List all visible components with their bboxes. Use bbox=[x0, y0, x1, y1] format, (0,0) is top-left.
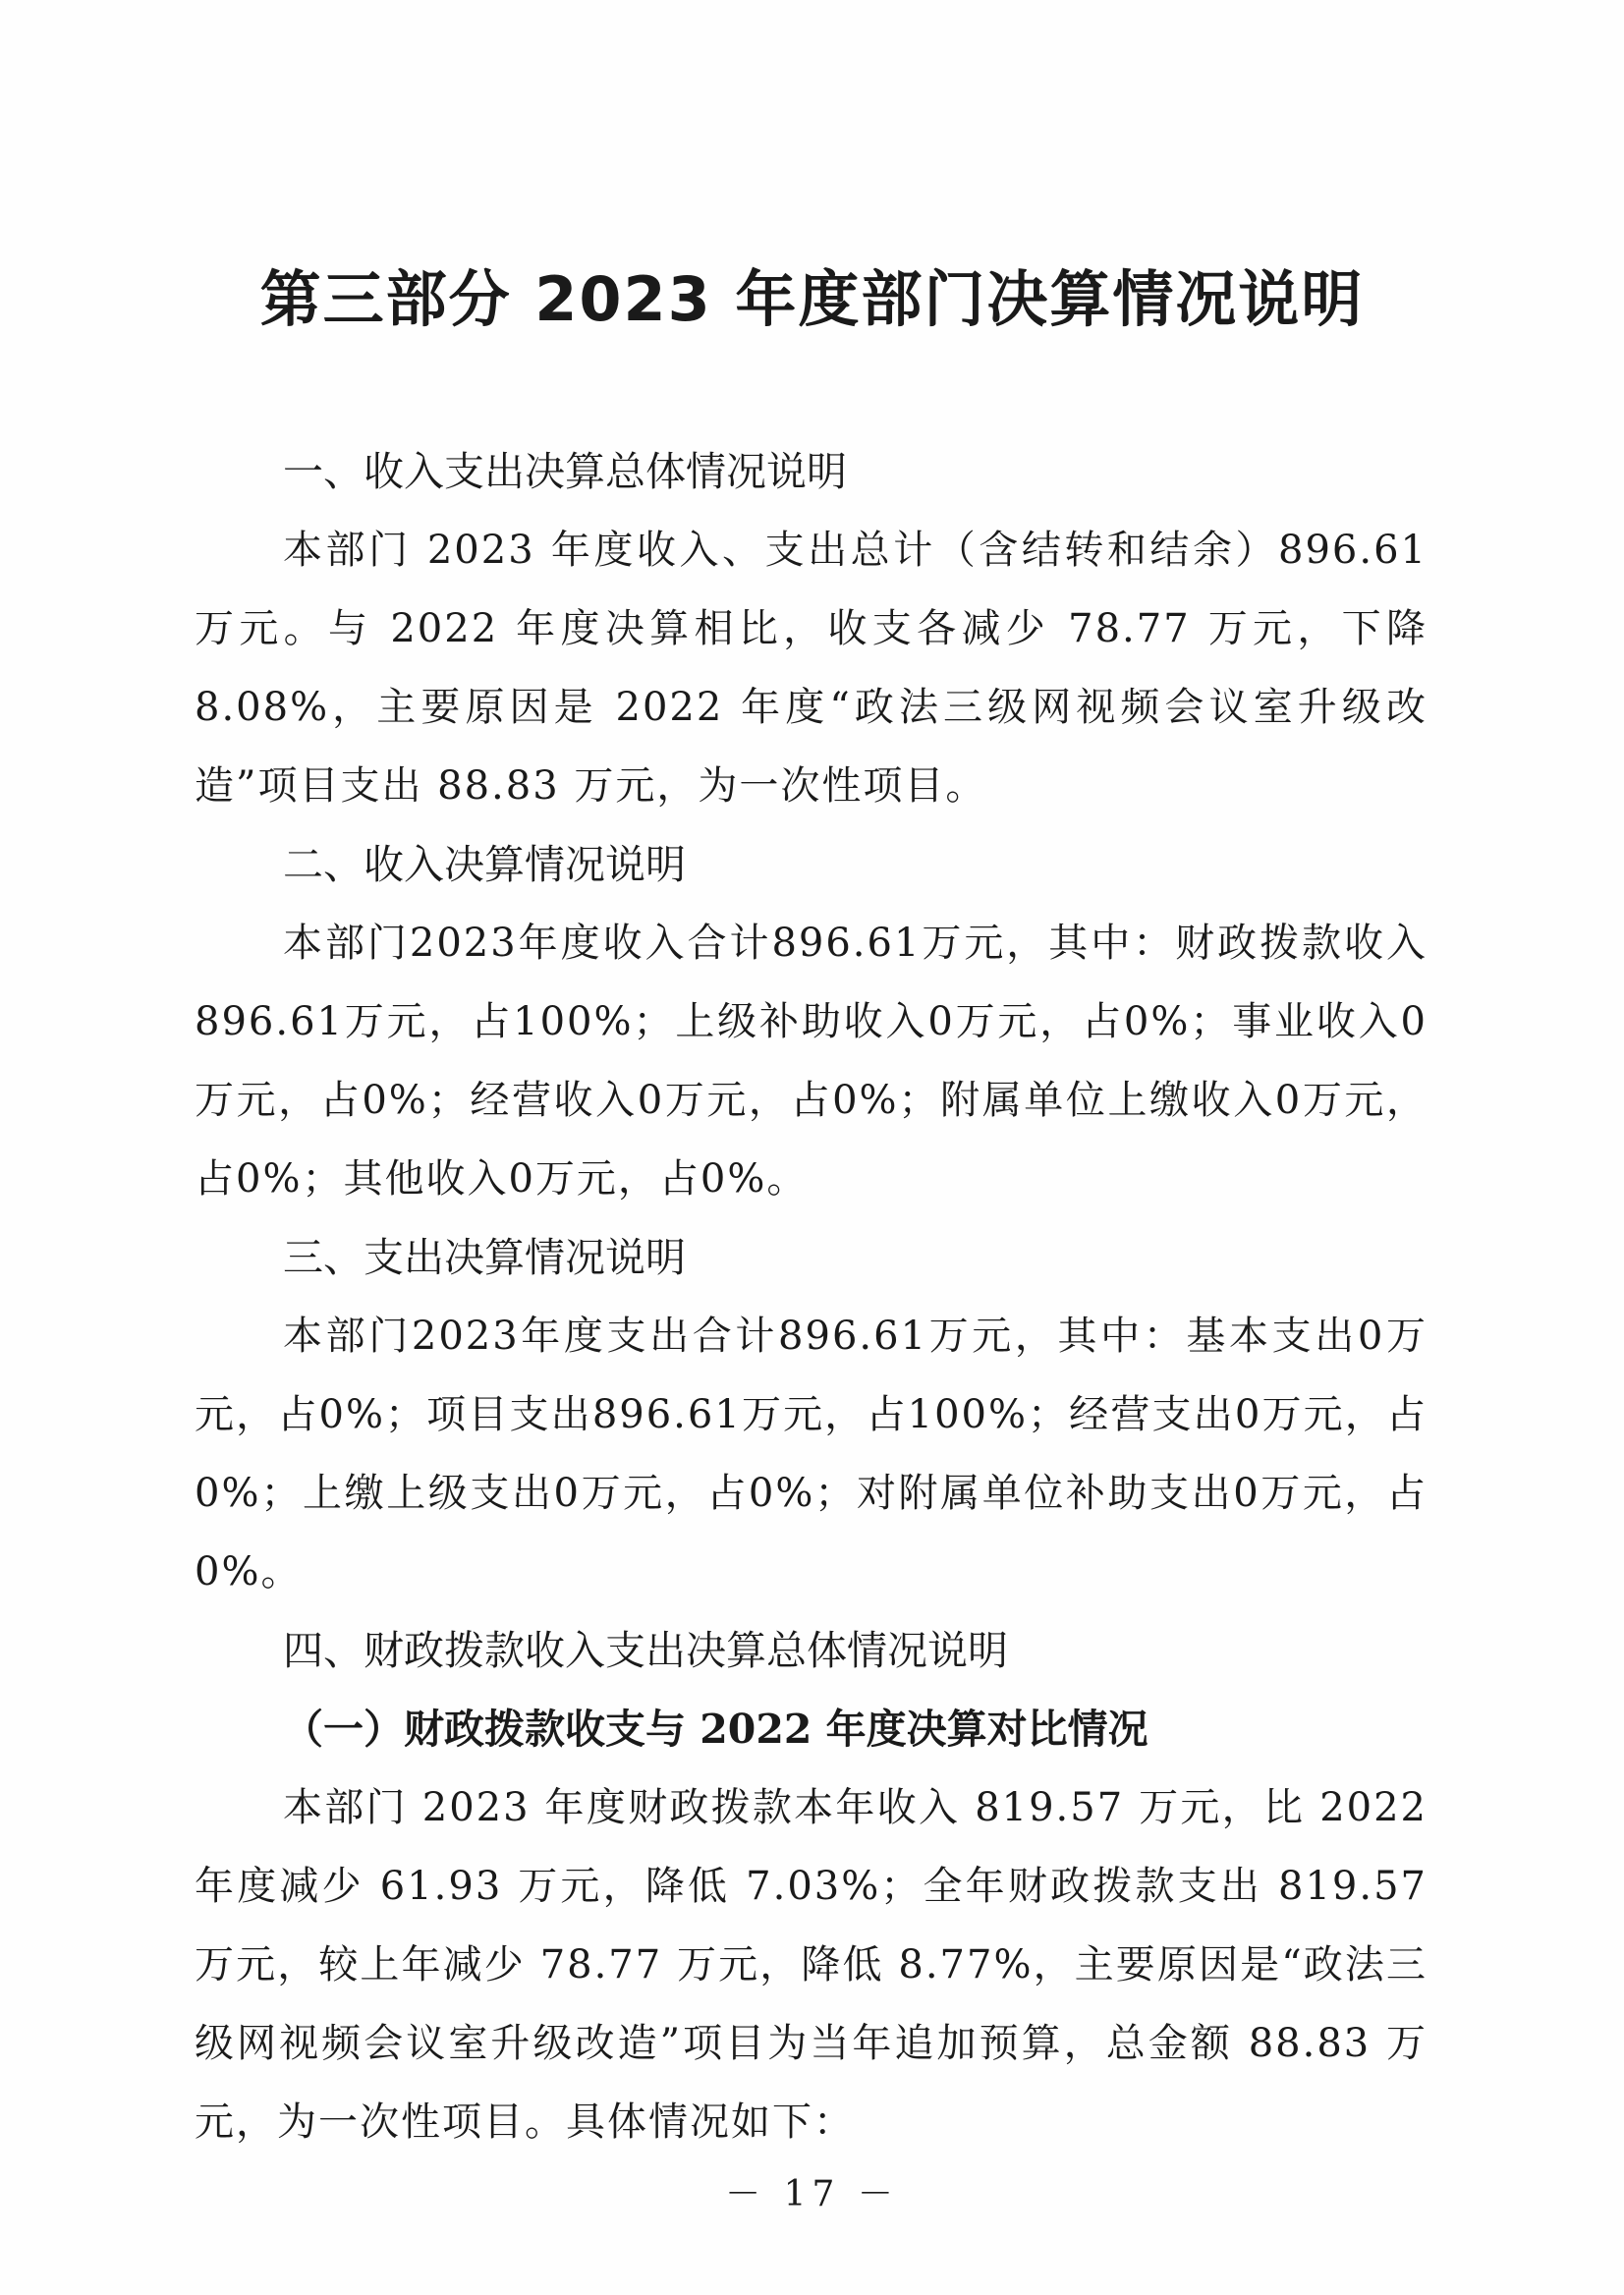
section-heading-3: 三、支出决算情况说明 bbox=[283, 1234, 686, 1281]
section-paragraph-2: 本部门2023年度收入合计896.61万元，其中：财政拨款收入896.61万元，占100%；上级补助收入0万元，占0%；事业收入0万元，占0%；经营收入0万元，占0%；附属单位上缴收入0万元，占0%；其他收入0万元，占0%。 bbox=[195, 921, 1428, 1202]
page-title: 第三部分 2023 年度部门决算情况说明 bbox=[259, 263, 1365, 335]
section-heading-1: 一、收入支出决算总体情况说明 bbox=[283, 448, 847, 495]
section-paragraph-1: 本部门 2023 年度收入、支出总计（含结转和结余）896.61 万元。与 2022 年度决算相比，收支各减少 78.77 万元，下降 8.08%，主要原因是 2022 年度“政法三级网视频会议室升级改造”项目支出 88.83 万元，为一次性项目。 bbox=[195, 528, 1428, 809]
section-paragraph-3: 本部门2023年度支出合计896.61万元，其中：基本支出0万元，占0%；项目支出896.61万元，占100%；经营支出0万元，占0%；上缴上级支出0万元，占0%；对附属单位补助支出0万元，占0%。 bbox=[195, 1314, 1428, 1595]
page-number: － 17 － bbox=[725, 2174, 899, 2214]
section-paragraph-4: 本部门 2023 年度财政拨款本年收入 819.57 万元，比 2022 年度减少 61.93 万元，降低 7.03%；全年财政拨款支出 819.57 万元，较上年减少 78.77 万元，降低 8.77%，主要原因是“政法三级网视频会议室升级改造”项目为当年追加预算，总金额 88.83 万元，为一次性项目。具体情况如下： bbox=[195, 1785, 1428, 2145]
section-heading-2: 二、收入决算情况说明 bbox=[283, 841, 686, 888]
section-heading-4: 四、财政拨款收入支出决算总体情况说明 bbox=[283, 1627, 1008, 1674]
section-subheading-4-1: （一）财政拨款收支与 2022 年度决算对比情况 bbox=[283, 1706, 1148, 1753]
document-body bbox=[195, 432, 1428, 2161]
